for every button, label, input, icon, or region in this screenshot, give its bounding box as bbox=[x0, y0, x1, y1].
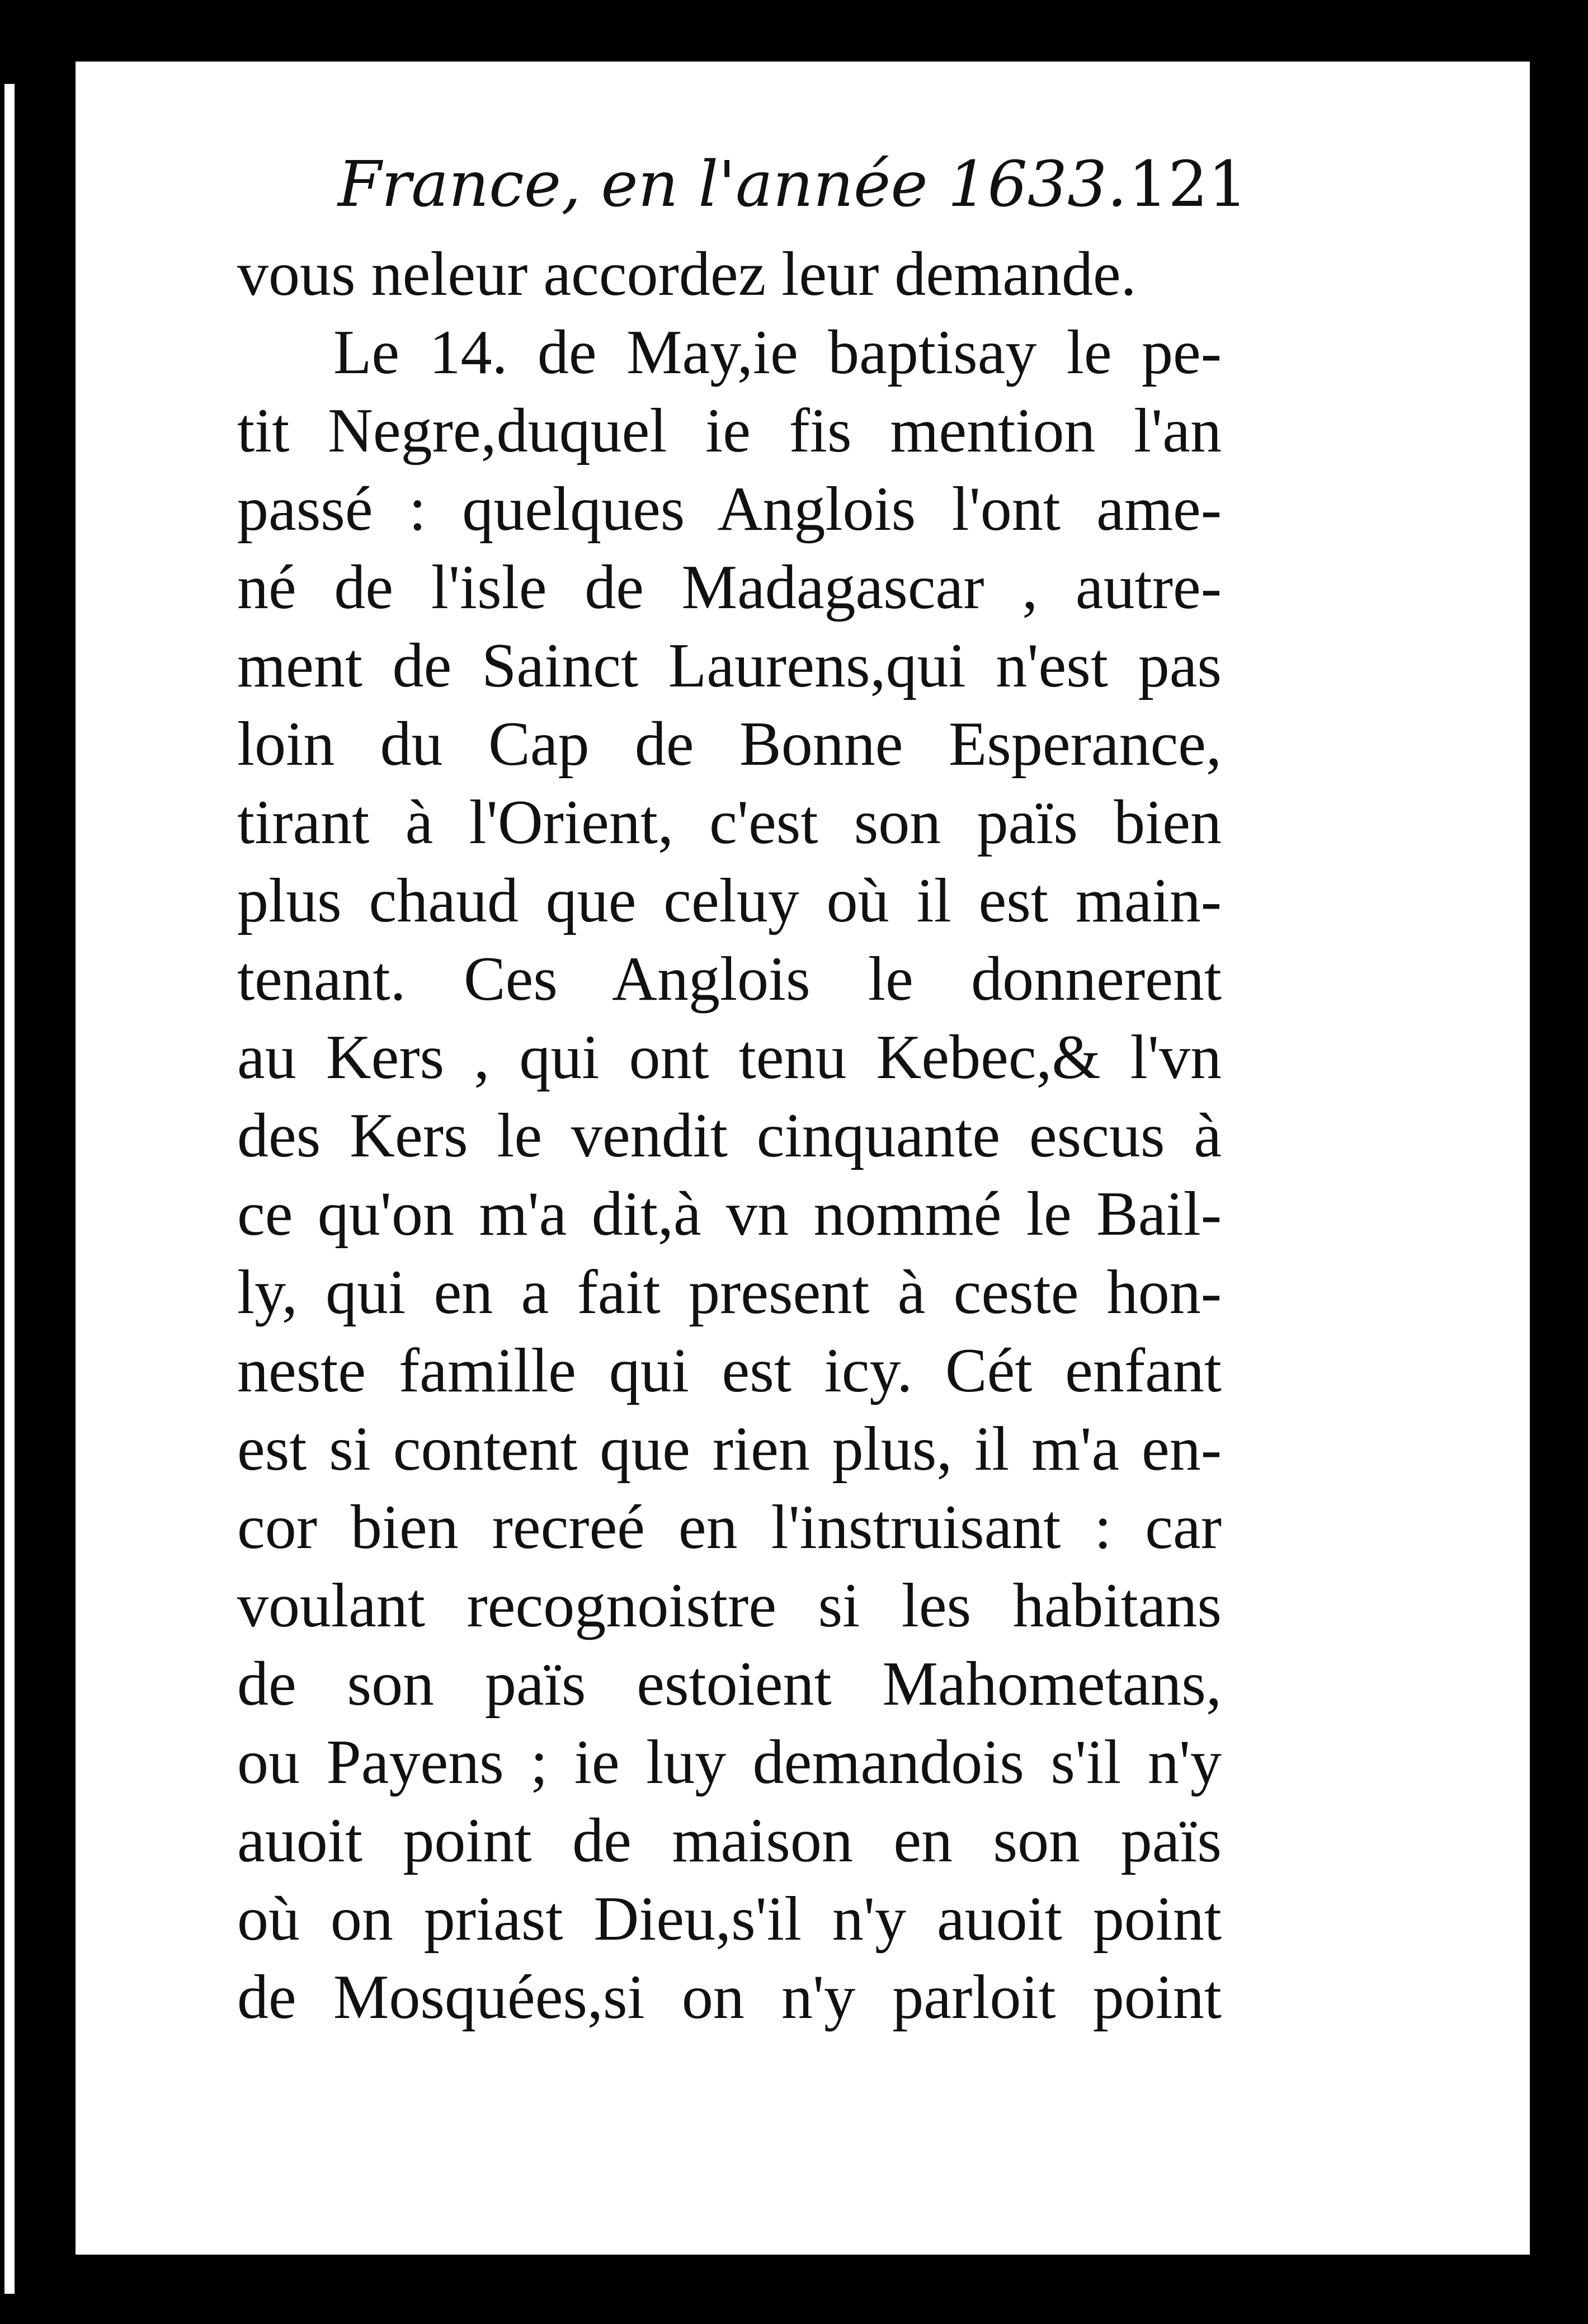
text-line: loin du Cap de Bonne Esperance, bbox=[237, 709, 1222, 779]
text-line: né de l'isle de Madagascar , autre- bbox=[237, 553, 1222, 622]
scan-left-border bbox=[0, 0, 73, 2324]
text-line: voulant recognoistre si les habitans bbox=[237, 1571, 1222, 1640]
page-header bbox=[338, 148, 1248, 221]
text-line: plus chaud que celuy où il est main- bbox=[237, 866, 1222, 935]
text-line: auoit point de maison en son païs bbox=[237, 1806, 1222, 1875]
text-line: vous neleur accordez leur demande. bbox=[237, 239, 1137, 309]
text-line: tenant. Ces Anglois le donnerent bbox=[237, 944, 1222, 1014]
text-line: ment de Sainct Laurens,qui n'est pas bbox=[237, 631, 1222, 700]
text-line: de son païs estoient Mahometans, bbox=[237, 1649, 1222, 1719]
text-line: au Kers , qui ont tenu Kebec,& l'vn bbox=[237, 1023, 1222, 1092]
text-line: ly, qui en a fait present à ceste hon- bbox=[237, 1258, 1222, 1327]
adjacent-page-edge bbox=[4, 84, 15, 2294]
text-line: neste famille qui est icy. Cét enfant bbox=[237, 1336, 1222, 1405]
text-line: Le 14. de May,ie baptisay le pe- bbox=[333, 318, 1222, 387]
text-line: est si content que rien plus, il m'a en- bbox=[237, 1414, 1222, 1484]
text-line: tirant à l'Orient, c'est son païs bien bbox=[237, 788, 1222, 857]
text-line: cor bien recreé en l'instruisant : car bbox=[237, 1493, 1222, 1562]
body-text bbox=[237, 235, 1222, 2036]
page-number: 121 bbox=[1128, 148, 1248, 221]
text-line: tit Negre,duquel ie fis mention l'an bbox=[237, 396, 1222, 465]
text-line: passé : quelques Anglois l'ont ame- bbox=[237, 474, 1222, 544]
text-line: des Kers le vendit cinquante escus à bbox=[237, 1101, 1222, 1170]
text-line: ou Payens ; ie luy demandois s'il n'y bbox=[237, 1728, 1222, 1797]
text-line: de Mosquées,si on n'y parloit point bbox=[237, 1963, 1222, 2032]
text-line: où on priast Dieu,s'il n'y auoit point bbox=[237, 1884, 1222, 1954]
running-title: France, en l'année 1633. bbox=[338, 148, 1127, 221]
text-line: ce qu'on m'a dit,à vn nommé le Bail- bbox=[237, 1179, 1222, 1249]
